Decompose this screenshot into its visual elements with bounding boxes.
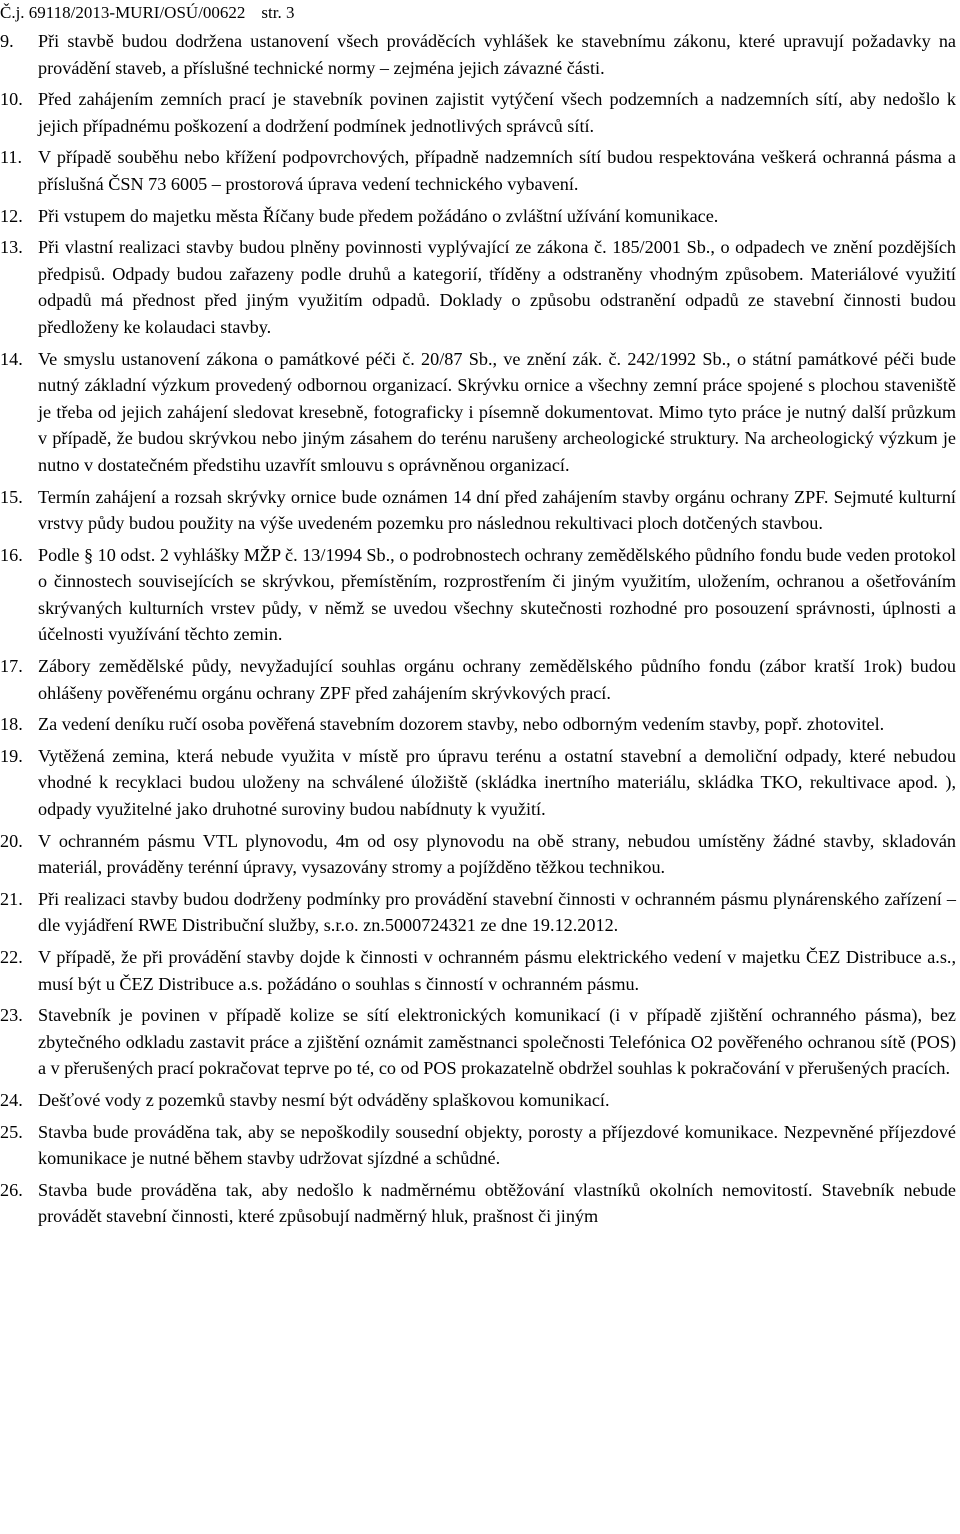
item-number: 14. — [0, 348, 23, 369]
item-text: Dešťové vody z pozemků stavby nesmí být odváděny splaškovou komunikací. — [38, 1089, 610, 1110]
list-item — [0, 1177, 956, 1230]
list-item — [0, 86, 956, 139]
item-text: V případě, že při provádění stavby dojde k činnosti v ochranném pásmu elektrického vedení v majetku ČEZ Distribuce a.s., musí být u ČEZ Distribuce a.s. požádáno o souhlas s činností v ochranném pásmu. — [38, 947, 956, 994]
reference-number: Č.j. 69118/2013-MURI/OSÚ/00622 — [0, 3, 246, 22]
list-item — [0, 1119, 956, 1172]
list-item — [0, 542, 956, 648]
list-item — [0, 828, 956, 881]
item-text: Termín zahájení a rozsah skrývky ornice bude oznámen 14 dní před zahájením stavby orgánu ochrany ZPF. Sejmuté kulturní vrstvy půdy budou použity na výše uvedeném pozemku pro následnou rekultivaci ploch dotčených stavbou. — [38, 486, 956, 534]
item-number: 17. — [0, 656, 23, 677]
item-number: 24. — [0, 1089, 23, 1110]
list-item — [0, 653, 956, 706]
item-number: 15. — [0, 486, 23, 507]
item-text: Stavba bude prováděna tak, aby nedošlo k nadměrnému obtěžování vlastníků okolních nemovitostí. Stavebník nebude provádět stavební činnosti, které způsobují nadměrný hluk, prašnost či jiným — [38, 1179, 956, 1227]
item-text: Před zahájením zemních prací je stavebník povinen zajistit vytýčení všech podzemních a nadzemních sítí, aby nedošlo k jejich případnému poškození a dodržení podmínek jednotlivých správců sítí. — [38, 89, 956, 136]
list-item — [0, 711, 956, 738]
list-item — [0, 743, 956, 823]
item-text: Při vlastní realizaci stavby budou plněny povinnosti vyplývající ze zákona č. 185/2001 Sb., o odpadech ve znění pozdějších předpisů. Odpady budou zařazeny podle druhů a kategorií, tříděny a odstraněny vhodným způsobem. Materiálové využití odpadů má přednost před jiným využitím odpadů. Doklady o způsobu odstranění odpadů ze stavební činnosti budou předloženy ke kolaudaci stavby. — [38, 237, 956, 337]
item-number: 11. — [0, 147, 23, 168]
item-number: 10. — [0, 89, 23, 110]
item-number: 23. — [0, 1005, 23, 1026]
list-item — [0, 1002, 956, 1082]
list-item — [0, 484, 956, 537]
item-number: 25. — [0, 1121, 23, 1142]
item-number: 18. — [0, 714, 23, 735]
list-item — [0, 203, 956, 230]
item-text: Stavba bude prováděna tak, aby se nepoškodily sousední objekty, porosty a příjezdové komunikace. Nezpevněné příjezdové komunikace je nutné během stavby udržovat sjízdné a schůdné. — [38, 1121, 956, 1169]
item-text: Při realizaci stavby budou dodrženy podmínky pro provádění stavební činnosti v ochranném pásmu plynárenského zařízení – dle vyjádření RWE Distribuční služby, s.r.o. zn.5000724321 ze dne 19.12.2012. — [38, 888, 956, 936]
item-number: 26. — [0, 1179, 23, 1200]
item-number: 21. — [0, 888, 23, 909]
item-number: 9. — [0, 31, 14, 51]
page-header — [0, 2, 294, 24]
item-text: Stavebník je povinen v případě kolize se sítí elektronických komunikací (i v případě zjištění ochranného pásma), bez zbytečného odkladu zastavit práce a zjištění oznámit zaměstnanci společnosti Telefónica O2 pověřeného ochranou sítě (POS) a v přerušených prací pokračovat teprve po té, co od POS prokazatelně obdržel souhlas k pokračování v přerušených pracích. — [38, 1005, 956, 1079]
list-item — [0, 346, 956, 479]
item-text: V případě souběhu nebo křížení podpovrchových, případně nadzemních sítí budou respektována veškerá ochranná pásma a příslušná ČSN 73 6005 – prostorová úprava vedení technického vybavení. — [38, 147, 956, 194]
item-text: Při stavbě budou dodržena ustanovení všech prováděcích vyhlášek ke stavebnímu zákonu, které upravují požadavky na provádění staveb, a příslušné technické normy – zejména jejich závazné části. — [38, 31, 956, 78]
list-item — [0, 886, 956, 939]
list-item — [0, 28, 956, 81]
item-text: Za vedení deníku ručí osoba pověřená stavebním dozorem stavby, nebo odborným vedením stavby, popř. zhotovitel. — [38, 714, 885, 735]
item-text: Ve smyslu ustanovení zákona o památkové péči č. 20/87 Sb., ve znění zák. č. 242/1992 Sb., o státní památkové péči bude nutný základní výzkum provedený odbornou organizací. Skrývku ornice a všechny zemní práce spojené s plochou staveniště je třeba od jejich zahájení sledovat kresebně, fotograficky i písemně dokumentovat. Mimo tyto práce je nutný další průzkum v případě, že budou skrývkou nebo jiným zásahem do terénu narušeny archeologické struktury. Na archeologický výzkum je nutno v dostatečném předstihu uzavřít smlouvu s oprávněnou organizací. — [38, 348, 956, 475]
item-number: 20. — [0, 830, 23, 851]
conditions-list — [0, 28, 956, 1235]
item-text: Při vstupem do majetku města Říčany bude předem požádáno o zvláštní užívání komunikace. — [38, 205, 719, 226]
list-item — [0, 944, 956, 997]
list-item — [0, 144, 956, 197]
item-number: 16. — [0, 544, 23, 565]
item-text: Podle § 10 odst. 2 vyhlášky MŽP č. 13/1994 Sb., o podrobnostech ochrany zemědělského půdního fondu bude veden protokol o činnostech souvisejících se skrývkou, přemístěním, rozprostřením či jiným využitím, uložením, ochranou a ošetřováním skrývaných kulturních vrstev půdy, v němž se uvedou všechny skutečnosti rozhodné pro posouzení správnosti, úplnosti a účelnosti využívání těchto zemin. — [38, 544, 956, 645]
item-number: 13. — [0, 237, 23, 258]
list-item — [0, 1087, 956, 1114]
item-text: V ochranném pásmu VTL plynovodu, 4m od osy plynovodu na obě strany, nebudou umístěny žádné stavby, skladován materiál, prováděny terénní úpravy, vysazovány stromy a pojížděno těžkou technikou. — [38, 830, 956, 878]
item-number: 22. — [0, 947, 23, 967]
item-text: Zábory zemědělské půdy, nevyžadující souhlas orgánu ochrany zemědělského půdního fondu (zábor kratší 1rok) budou ohlášeny pověřenému orgánu ochrany ZPF před zahájením skrývkových prací. — [38, 656, 956, 703]
item-number: 19. — [0, 745, 23, 766]
list-item — [0, 234, 956, 340]
page-number: str. 3 — [261, 3, 295, 22]
item-number: 12. — [0, 205, 23, 226]
item-text: Vytěžená zemina, která nebude využita v místě pro úpravu terénu a ostatní stavební a demoliční odpady, které nebudou vhodné k recyklaci budou uloženy na schválené úložiště (skládka inertního materiálu, skládka TKO, rekultivace apod. ), odpady využitelné jako druhotné suroviny budou nabídnuty k využití. — [38, 745, 956, 820]
